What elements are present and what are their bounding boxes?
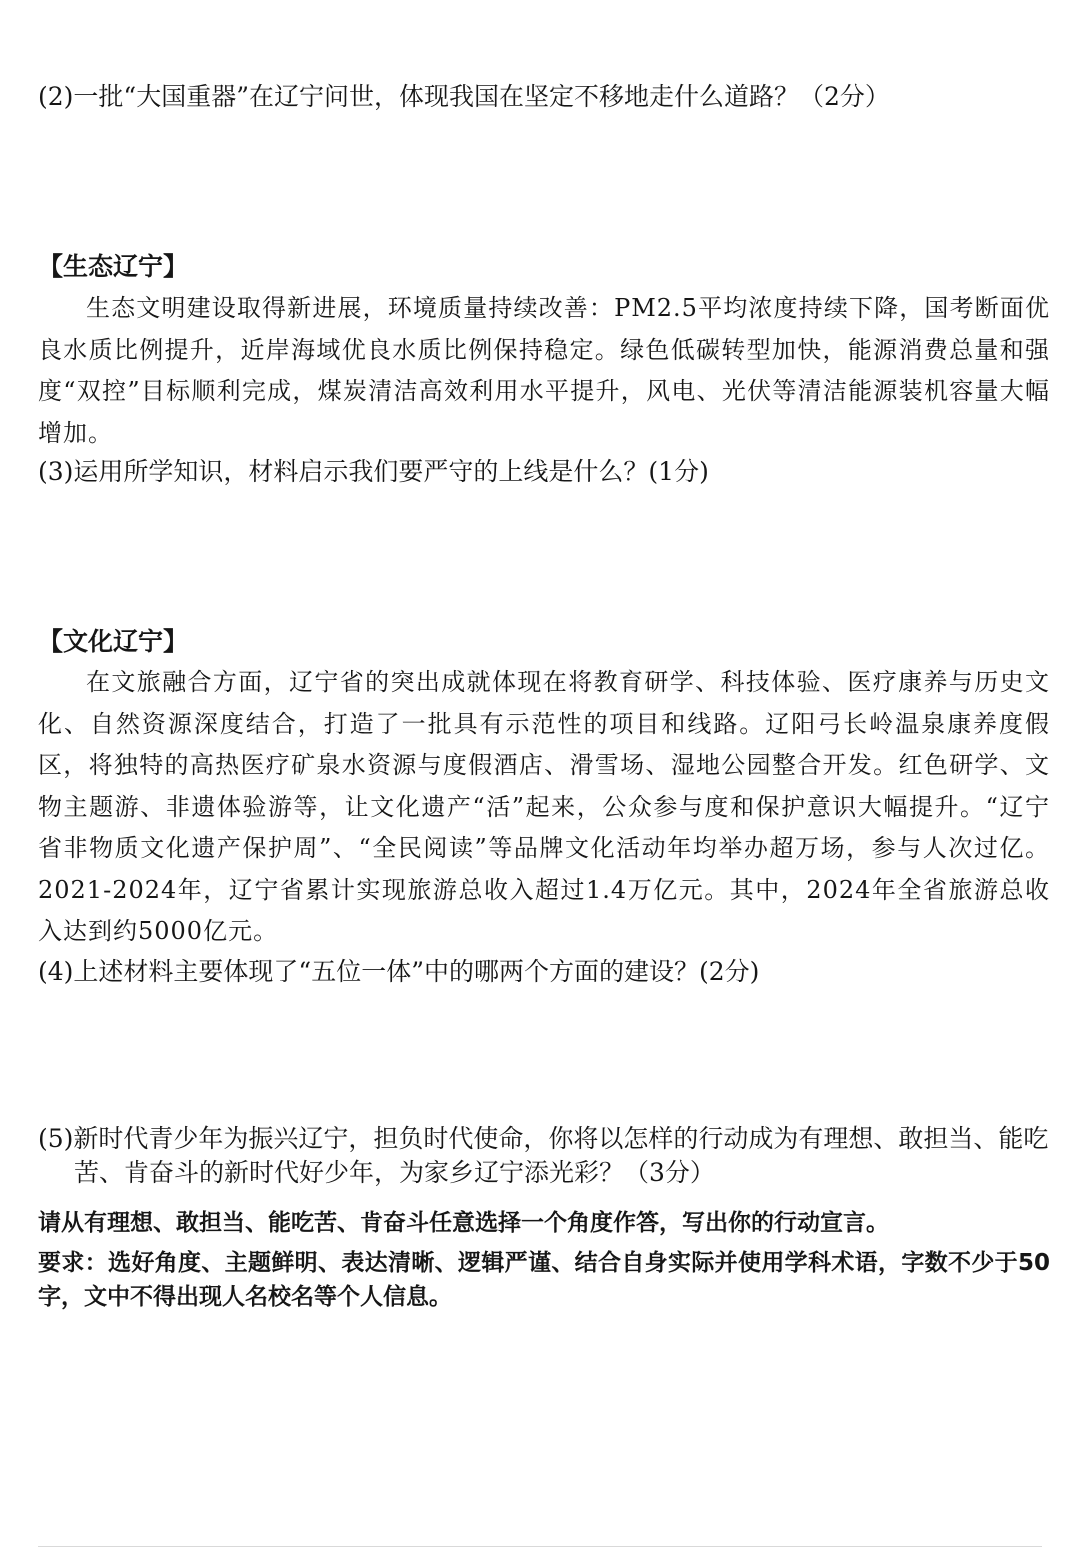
question-3: (3)运用所学知识，材料启示我们要严守的上线是什么？(1分) — [38, 457, 709, 486]
answer-requirement: 要求：选好角度、主题鲜明、表达清晰、逻辑严谨、结合自身实际并使用学科术语，字数不少于50字，文中不得出现人名校名等个人信息。 — [38, 1250, 1050, 1310]
culture-material-paragraph: 在文旅融合方面，辽宁省的突出成就体现在将教育研学、科技体验、医疗康养与历史文化、自然资源深度结合，打造了一批具有示范性的项目和线路。辽阳弓长岭温泉康养度假区，将独特的高热医疗矿泉水资源与度假酒店、滑雪场、湿地公园整合开发。红色研学、文物主题游、非遗体验游等，让文化遗产“活”起来，公众参与度和保护意识大幅提升。“辽宁省非物质文化遗产保护周”、“全民阅读”等品牌文化活动年均举办超万场，参与人次过亿。2021-2024年，辽宁省累计实现旅游总收入超过1.4万亿元。其中，2024年全省旅游总收入达到约5000亿元。 — [38, 668, 1050, 945]
question-4: (4)上述材料主要体现了“五位一体”中的哪两个方面的建设？(2分) — [38, 957, 760, 986]
section-heading-ecology: 【生态辽宁】 — [38, 252, 189, 281]
page-bottom-divider — [38, 1546, 1042, 1547]
question-5: (5)新时代青少年为振兴辽宁，担负时代使命，你将以怎样的行动成为有理想、敢担当、能吃苦、肯奋斗的新时代好少年，为家乡辽宁添光彩？（3分） — [38, 1124, 1049, 1187]
question-2: (2)一批“大国重器”在辽宁问世，体现我国在坚定不移地走什么道路？（2分） — [38, 82, 890, 111]
section-heading-culture: 【文化辽宁】 — [38, 627, 189, 656]
answer-instruction: 请从有理想、敢担当、能吃苦、肯奋斗任意选择一个角度作答，写出你的行动宣言。 — [38, 1210, 889, 1236]
ecology-material-paragraph: 生态文明建设取得新进展，环境质量持续改善：PM2.5平均浓度持续下降，国考断面优良水质比例提升，近岸海域优良水质比例保持稳定。绿色低碳转型加快，能源消费总量和强度“双控”目标顺利完成，煤炭清洁高效利用水平提升，风电、光伏等清洁能源装机容量大幅增加。 — [38, 294, 1050, 447]
